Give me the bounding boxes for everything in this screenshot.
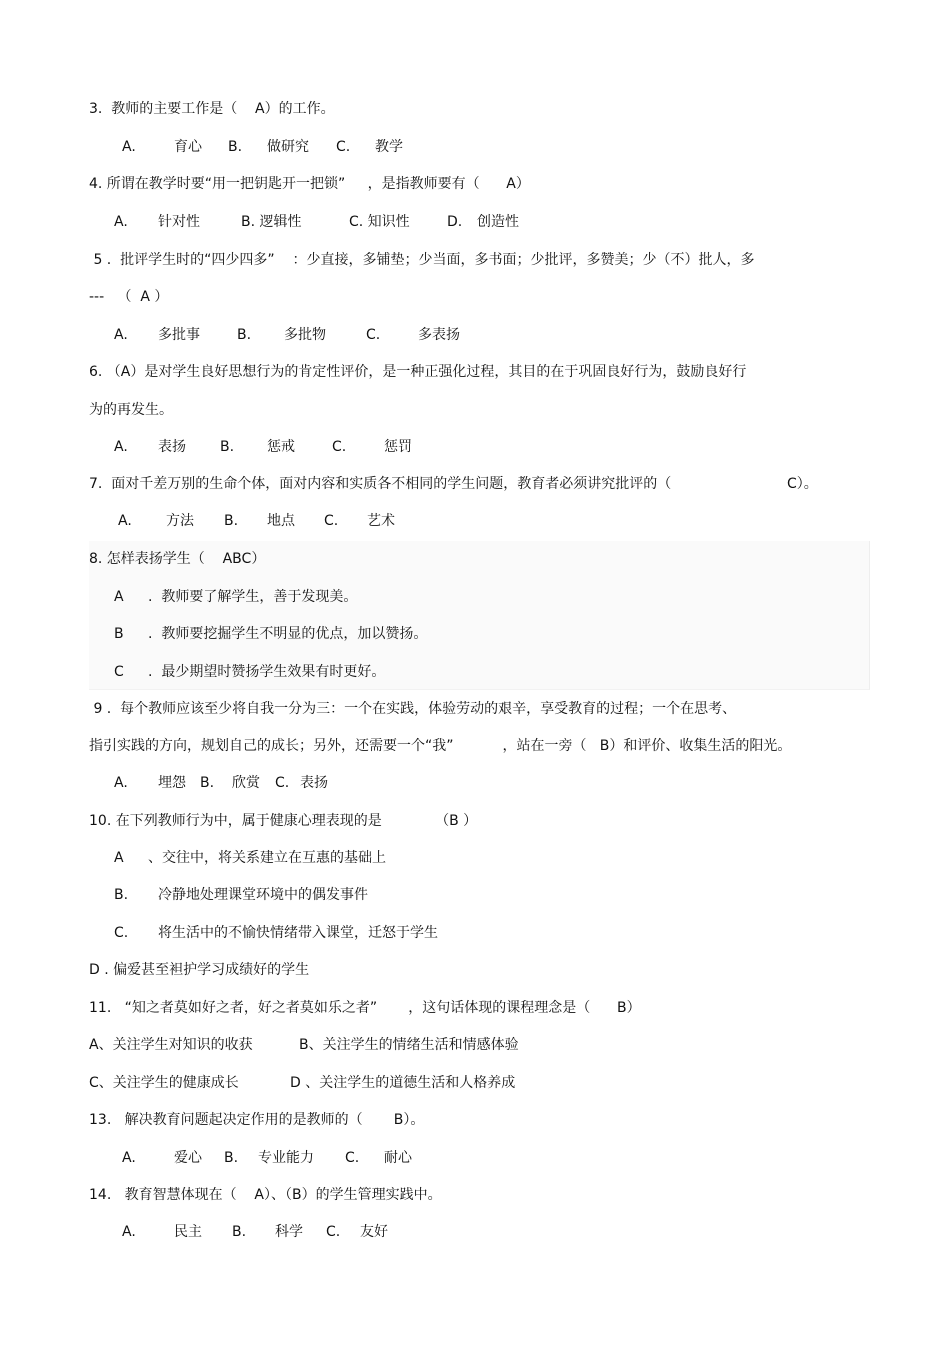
option-text: 科学 (275, 1224, 303, 1240)
option-letter: A. (114, 327, 128, 343)
option-text: 将生活中的不愉快情绪带入课堂，迁怒于学生 (158, 925, 438, 941)
option-letter: C. (336, 139, 351, 155)
option-letter: C. (324, 513, 339, 529)
option-text: 方法 (166, 513, 194, 529)
option-text: D 、关注学生的道德生活和人格养成 (290, 1075, 516, 1091)
option-text: 耐心 (384, 1150, 412, 1166)
option-text: 多批事 (158, 327, 200, 343)
option-letter: A. (114, 775, 128, 791)
question-3-stem: 3. 教师的主要工作是（ A）的工作。 (89, 101, 335, 117)
question-8-stem: 8. 怎样表扬学生（ ABC） (89, 551, 266, 567)
option-letter: B. (232, 1224, 247, 1240)
question-10-stem: 10. 在下列教师行为中，属于健康心理表现的是 （B ） (89, 813, 478, 829)
option-letter: C. (275, 775, 290, 791)
question-13-stem: 13. 解决教育问题起决定作用的是教师的（ B）。 (89, 1112, 425, 1128)
option-letter: B. (200, 775, 215, 791)
question-9-stem-continued: 指引实践的方向，规划自己的成长；另外，还需要一个“我” ，站在一旁（ B）和评价、收集生活的阳光。 (89, 738, 792, 754)
option-text: 地点 (267, 513, 295, 529)
option-letter: A. (122, 139, 136, 155)
option-text: . 教师要了解学生，善于发现美。 (148, 589, 358, 605)
option-text: 惩戒 (267, 439, 295, 455)
option-letter: C. (326, 1224, 341, 1240)
option-letter: B. (224, 513, 239, 529)
question-6-stem: 6. （A）是对学生良好思想行为的肯定性评价，是一种正强化过程，其目的在于巩固良好行为，鼓励良好行 (89, 364, 747, 380)
option-letter: C. (332, 439, 347, 455)
option-text: 艺术 (367, 513, 395, 529)
option-text: 多表扬 (418, 327, 460, 343)
option-letter: B. (114, 887, 129, 903)
question-5-stem-continued: --- （ A ） (89, 289, 169, 305)
option-text: 做研究 (267, 139, 309, 155)
option-text: B、关注学生的情绪生活和情感体验 (299, 1037, 519, 1053)
option-text: B. 逻辑性 (241, 214, 302, 230)
option-letter: D. (447, 214, 463, 230)
option-text: 惩罚 (384, 439, 412, 455)
option-text: C. 知识性 (349, 214, 410, 230)
option-letter: B. (220, 439, 235, 455)
question-7-stem: 7. 面对千差万别的生命个体，面对内容和实质各不相同的学生问题，教育者必须讲究批评的（ (89, 476, 672, 492)
option-text: A、关注学生对知识的收获 (89, 1037, 253, 1053)
option-text: 、交往中，将关系建立在互惠的基础上 (148, 850, 386, 866)
question-14-stem: 14. 教育智慧体现在（ A）、（B）的学生管理实践中。 (89, 1187, 442, 1203)
question-4-stem: 4. 所谓在教学时要“用一把钥匙开一把锁” ，是指教师要有（ A） (89, 176, 530, 192)
question-11-stem: 11. “知之者莫如好之者，好之者莫如乐之者” ，这句话体现的课程理念是（ B） (89, 1000, 641, 1016)
option-letter: B. (224, 1150, 239, 1166)
option-letter: A. (114, 214, 128, 230)
option-letter: A (114, 850, 124, 866)
option-letter: C. (114, 925, 129, 941)
option-text: 多批物 (284, 327, 326, 343)
option-text: 表扬 (300, 775, 328, 791)
option-letter: A. (118, 513, 132, 529)
option-letter: A. (122, 1150, 136, 1166)
option-letter: B. (228, 139, 243, 155)
option-letter: A. (122, 1224, 136, 1240)
option-text: 创造性 (477, 214, 519, 230)
option-text: 教学 (375, 139, 403, 155)
option-text: 冷静地处理课堂环境中的偶发事件 (158, 887, 368, 903)
option-letter: A. (114, 439, 128, 455)
option-text: 友好 (360, 1224, 388, 1240)
question-9-stem: 9 . 每个教师应该至少将自我一分为三：一个在实践，体验劳动的艰辛，享受教育的过程；一个在思考、 (89, 701, 737, 717)
option-letter: C. (345, 1150, 360, 1166)
question-6-stem-continued: 为的再发生。 (89, 402, 173, 418)
option-text: C、关注学生的健康成长 (89, 1075, 239, 1091)
option-letter: A (114, 589, 124, 605)
option-text: 针对性 (158, 214, 200, 230)
option-text: . 教师要挖掘学生不明显的优点，加以赞扬。 (148, 626, 428, 642)
option-text: 埋怨 (158, 775, 186, 791)
option-text: 专业能力 (258, 1150, 314, 1166)
option-letter: B. (237, 327, 252, 343)
option-text: . 最少期望时赞扬学生效果有时更好。 (148, 664, 386, 680)
option-text: 欣赏 (232, 775, 260, 791)
option-text: 育心 (174, 139, 202, 155)
question-10-option-d: D . 偏爱甚至袒护学习成绩好的学生 (89, 962, 310, 978)
question-5-stem: 5 . 批评学生时的“四少四多” ：少直接，多铺垫；少当面，多书面；少批评，多赞美；少（不）批人，多 (89, 252, 755, 268)
option-letter: C. (366, 327, 381, 343)
option-letter: B (114, 626, 124, 642)
option-text: 爱心 (174, 1150, 202, 1166)
option-text: 民主 (174, 1224, 202, 1240)
option-text: 表扬 (158, 439, 186, 455)
option-letter: C (114, 664, 124, 680)
question-7-answer: C）。 (787, 476, 818, 492)
